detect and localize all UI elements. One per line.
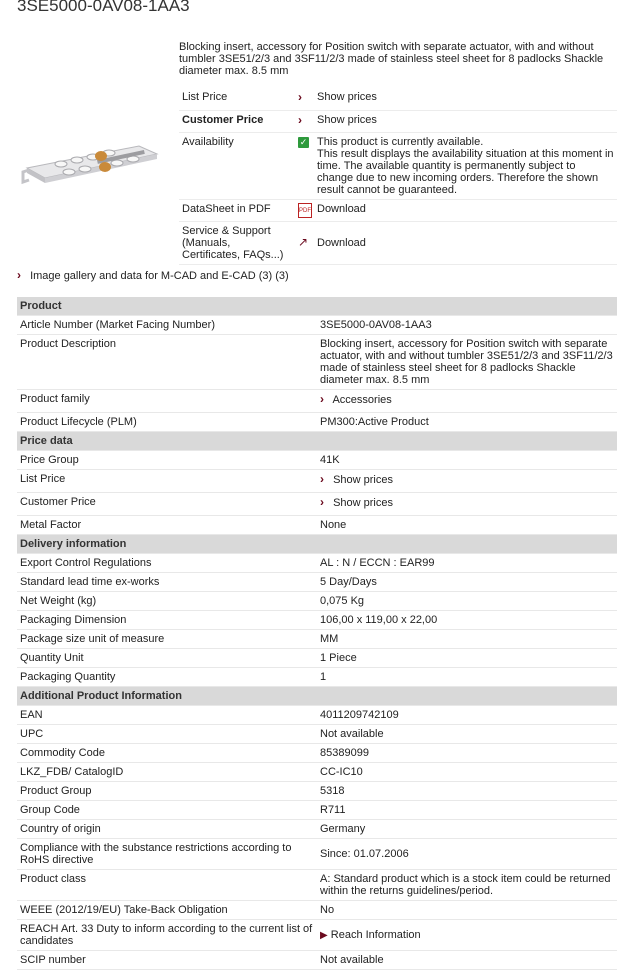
additional-label: WEEE (2012/19/EU) Take-Back Obligation [17, 901, 317, 920]
price-group-label: Price Group [17, 451, 317, 470]
delivery-value: MM [317, 630, 617, 649]
list-price-row-label: List Price [17, 470, 317, 493]
additional-value: R711 [317, 801, 617, 820]
chevron-right-icon: › [17, 268, 21, 282]
metal-factor-label: Metal Factor [17, 516, 317, 535]
customer-price-row-link[interactable] [317, 493, 617, 516]
check-icon: ✓ [299, 136, 308, 147]
additional-value: Since: 01.07.2006 [317, 839, 617, 870]
product-description-value: Blocking insert, accessory for Position switch with separate actuator, with and without tumbler 3SE51/2/3 and 3SF11/2/3 made of stainless steel sheet for 8 padlocks Shackle diameter max. 8.5 mm [317, 335, 617, 390]
customer-price-row-value[interactable]: Show prices [333, 497, 393, 509]
reach-value[interactable]: Reach Information [330, 928, 421, 941]
section-price-data: Price data [17, 432, 617, 451]
additional-value: A: Standard product which is a stock item could be returned within the returns guidelines/period. [317, 870, 617, 901]
chevron-right-icon: › [320, 392, 324, 406]
delivery-value: 5 Day/Days [317, 573, 617, 592]
article-number-label: Article Number (Market Facing Number) [17, 316, 317, 335]
product-short-description: Blocking insert, accessory for Position switch with separate actuator, with and without tumbler 3SE51/2/3 and 3SF11/2/3 made of stainless steel sheet for 8 padlocks Shackle diameter max. 8.5 mm [179, 41, 604, 77]
datasheet-download-link[interactable]: Download [314, 199, 617, 221]
chevron-right-icon: › [298, 112, 302, 127]
product-family-label: Product family [17, 390, 317, 413]
reach-label: REACH Art. 33 Duty to inform according to the current list of candidates [17, 920, 317, 951]
delivery-label: Packaging Dimension [17, 611, 317, 630]
plm-value: PM300:Active Product [317, 413, 617, 432]
delivery-label: Net Weight (kg) [17, 592, 317, 611]
customer-price-link[interactable]: Show prices [314, 110, 617, 132]
additional-value: 4011209742109 [317, 706, 617, 725]
plm-label: Product Lifecycle (PLM) [17, 413, 317, 432]
additional-value: 5318 [317, 782, 617, 801]
additional-label: Commodity Code [17, 744, 317, 763]
chevron-right-icon: › [320, 472, 324, 486]
additional-value: No [317, 901, 617, 920]
additional-value: 85389099 [317, 744, 617, 763]
service-support-label: Service & Support (Manuals, Certificates, FAQs...) [179, 221, 292, 264]
additional-label: Country of origin [17, 820, 317, 839]
price-group-value: 41K [317, 451, 617, 470]
chevron-right-icon: › [320, 495, 324, 509]
service-download-link[interactable]: Download [314, 221, 617, 264]
delivery-label: Package size unit of measure [17, 630, 317, 649]
image-gallery-label[interactable]: Image gallery and data for M-CAD and E-CAD (3) (3) [30, 270, 289, 282]
product-image[interactable] [17, 120, 167, 205]
list-price-row-value[interactable]: Show prices [333, 474, 393, 486]
metal-factor-value: None [317, 516, 617, 535]
delivery-label: Packaging Quantity [17, 668, 317, 687]
reach-link[interactable] [317, 920, 617, 951]
scip-value: Not available [317, 951, 617, 970]
additional-value: CC-IC10 [317, 763, 617, 782]
product-family-link[interactable] [317, 390, 617, 413]
additional-label: Compliance with the substance restrictions according to RoHS directive [17, 839, 317, 870]
delivery-label: Standard lead time ex-works [17, 573, 317, 592]
delivery-value: AL : N / ECCN : EAR99 [317, 554, 617, 573]
additional-label: Product class [17, 870, 317, 901]
product-description-label: Product Description [17, 335, 317, 390]
scip-label: SCIP number [17, 951, 317, 970]
customer-price-row-label: Customer Price [17, 493, 317, 516]
list-price-link[interactable]: Show prices [314, 88, 617, 110]
additional-label: EAN [17, 706, 317, 725]
additional-value: Germany [317, 820, 617, 839]
pdf-icon: PDF [298, 203, 312, 218]
availability-text: This product is currently available. This result displays the availability situation at this moment in time. The available quantity is permanently subject to change due to new incoming orders. Therefore the shown result cannot be guaranteed. [314, 132, 617, 199]
delivery-value: 1 [317, 668, 617, 687]
section-additional: Additional Product Information [17, 687, 617, 706]
price-availability-table [179, 88, 617, 265]
page-title: 3SE5000-0AV08-1AA3 [17, 0, 190, 15]
delivery-value: 106,00 x 119,00 x 22,00 [317, 611, 617, 630]
product-family-value[interactable]: Accessories [332, 394, 392, 406]
section-delivery: Delivery information [17, 535, 617, 554]
additional-value: Not available [317, 725, 617, 744]
chevron-right-icon: › [298, 90, 302, 104]
availability-label: Availability [179, 132, 292, 199]
additional-label: Group Code [17, 801, 317, 820]
customer-price-label: Customer Price [179, 110, 292, 132]
datasheet-label: DataSheet in PDF [179, 199, 292, 221]
triangle-right-icon: ▶ [320, 929, 328, 941]
delivery-label: Quantity Unit [17, 649, 317, 668]
delivery-value: 0,075 Kg [317, 592, 617, 611]
additional-label: LKZ_FDB/ CatalogID [17, 763, 317, 782]
delivery-label: Export Control Regulations [17, 554, 317, 573]
image-gallery-link[interactable] [17, 268, 289, 282]
additional-label: Product Group [17, 782, 317, 801]
delivery-value: 1 Piece [317, 649, 617, 668]
section-product: Product [17, 297, 617, 316]
additional-label: UPC [17, 725, 317, 744]
product-details-table [17, 297, 617, 970]
article-number-value: 3SE5000-0AV08-1AA3 [317, 316, 617, 335]
list-price-row-link[interactable] [317, 470, 617, 493]
list-price-label: List Price [179, 88, 292, 110]
external-link-icon: ↗ [298, 235, 309, 249]
